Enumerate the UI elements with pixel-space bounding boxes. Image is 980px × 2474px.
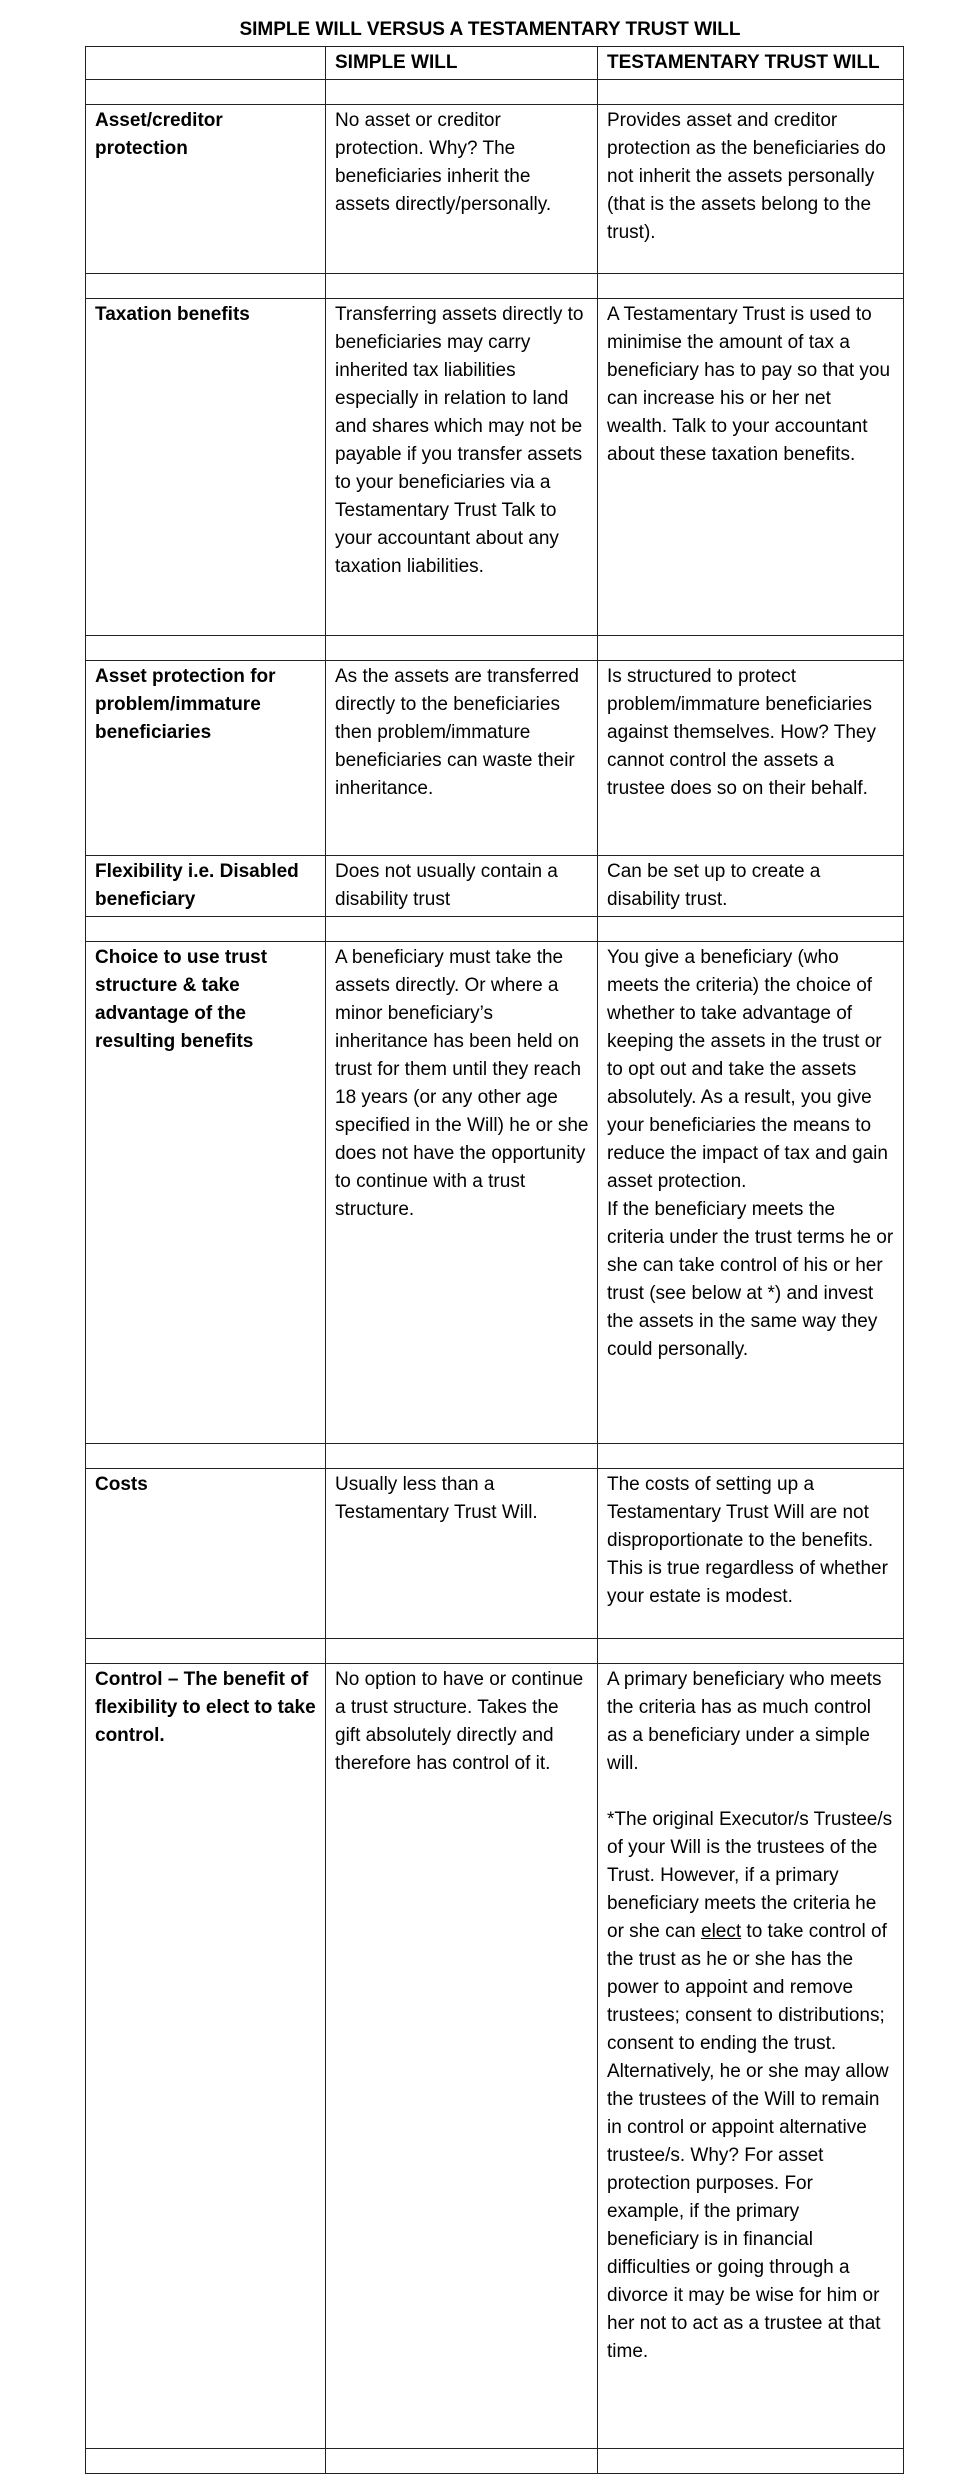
trust-paragraph: A primary beneficiary who meets the criteria has as much control as a beneficiary under a simple will. [607,1669,882,1774]
header-simple-will: SIMPLE WILL [326,47,598,80]
trust-will-cell: A Testamentary Trust is used to minimise the amount of tax a beneficiary has to pay so that you can increase his or her net wealth. Talk to your accountant about these taxation benefits. [598,299,904,636]
spacer-row [86,1639,904,1664]
header-row [86,47,904,80]
table-row [86,1469,904,1639]
row-label: Asset protection for problem/immature beneficiaries [86,661,326,856]
trust-will-cell: Can be set up to create a disability trust. [598,856,904,917]
trust-paragraph: If the beneficiary meets the criteria under the trust terms he or she can take control of his or her trust (see below at *) and invest the assets in the same way they could personally. [607,1199,894,1360]
paragraph-gap [607,1778,895,1806]
row-label: Taxation benefits [86,299,326,636]
row-label: Control – The benefit of flexibility to elect to take control. [86,1664,326,2449]
underlined-elect: elect [701,1921,742,1942]
trust-will-cell [598,942,904,1444]
simple-will-cell: Usually less than a Testamentary Trust Will. [326,1469,598,1639]
simple-will-cell: Transferring assets directly to beneficiaries may carry inherited tax liabilities especially in relation to land and shares which may not be payable if you transfer assets to your beneficiaries via a Testamentary Trust Talk to your accountant about any taxation liabilities. [326,299,598,636]
comparison-table [85,46,904,2474]
trust-will-cell [598,1664,904,2449]
simple-will-cell: Does not usually contain a disability trust [326,856,598,917]
row-label: Costs [86,1469,326,1639]
trust-paragraph [607,1806,895,2366]
spacer-row [86,917,904,942]
spacer-row [86,636,904,661]
trust-will-cell: Is structured to protect problem/immature beneficiaries against themselves. How? They cannot control the assets a trustee does so on their behalf. [598,661,904,856]
simple-will-cell: No option to have or continue a trust structure. Takes the gift absolutely directly and therefore has control of it. [326,1664,598,2449]
table-row [86,856,904,917]
document-title: SIMPLE WILL VERSUS A TESTAMENTARY TRUST WILL [239,19,741,40]
spacer-row [86,80,904,105]
row-label: Flexibility i.e. Disabled beneficiary [86,856,326,917]
spacer-row [86,274,904,299]
row-label: Asset/creditor protection [86,105,326,274]
table-row [86,105,904,274]
table-row [86,661,904,856]
header-testamentary-trust-will: TESTAMENTARY TRUST WILL [598,47,904,80]
trust-text: *The original Executor/s Trustee/s of your Will is the trustees of the Trust. However, if a primary beneficiary meets the criteria he or she can [607,1809,893,1942]
simple-will-cell: No asset or creditor protection. Why? The beneficiaries inherit the assets directly/personally. [326,105,598,274]
trust-will-cell: Provides asset and creditor protection as the beneficiaries do not inherit the assets personally (that is the assets belong to the trust). [598,105,904,274]
table-row [86,1664,904,2449]
trust-text: to take control of the trust as he or she has the power to appoint and remove trustees; consent to distributions; consent to ending the trust. Alternatively, he or she may allow the trustees of the Will to remain in control or appoint alternative trustee/s. Why? For asset protection purposes. For example, if the primary beneficiary is in financial difficulties or going through a divorce it may be wise for him or her not to act as a trustee at that time. [607,1921,889,2362]
table-row [86,942,904,1444]
row-label: Choice to use trust structure & take advantage of the resulting benefits [86,942,326,1444]
trust-paragraph: You give a beneficiary (who meets the criteria) the choice of whether to take advantage of keeping the assets in the trust or to opt out and take the assets absolutely. As a result, you give your beneficiaries the means to reduce the impact of tax and gain asset protection. [607,947,888,1192]
header-blank [86,47,326,80]
trust-will-cell: The costs of setting up a Testamentary Trust Will are not disproportionate to the benefits. This is true regardless of whether your estate is modest. [598,1469,904,1639]
spacer-row [86,1444,904,1469]
table-row [86,299,904,636]
simple-will-cell: As the assets are transferred directly to the beneficiaries then problem/immature beneficiaries can waste their inheritance. [326,661,598,856]
simple-will-cell: A beneficiary must take the assets directly. Or where a minor beneficiary’s inheritance has been held on trust for them until they reach 18 years (or any other age specified in the Will) he or she does not have the opportunity to continue with a trust structure. [326,942,598,1444]
